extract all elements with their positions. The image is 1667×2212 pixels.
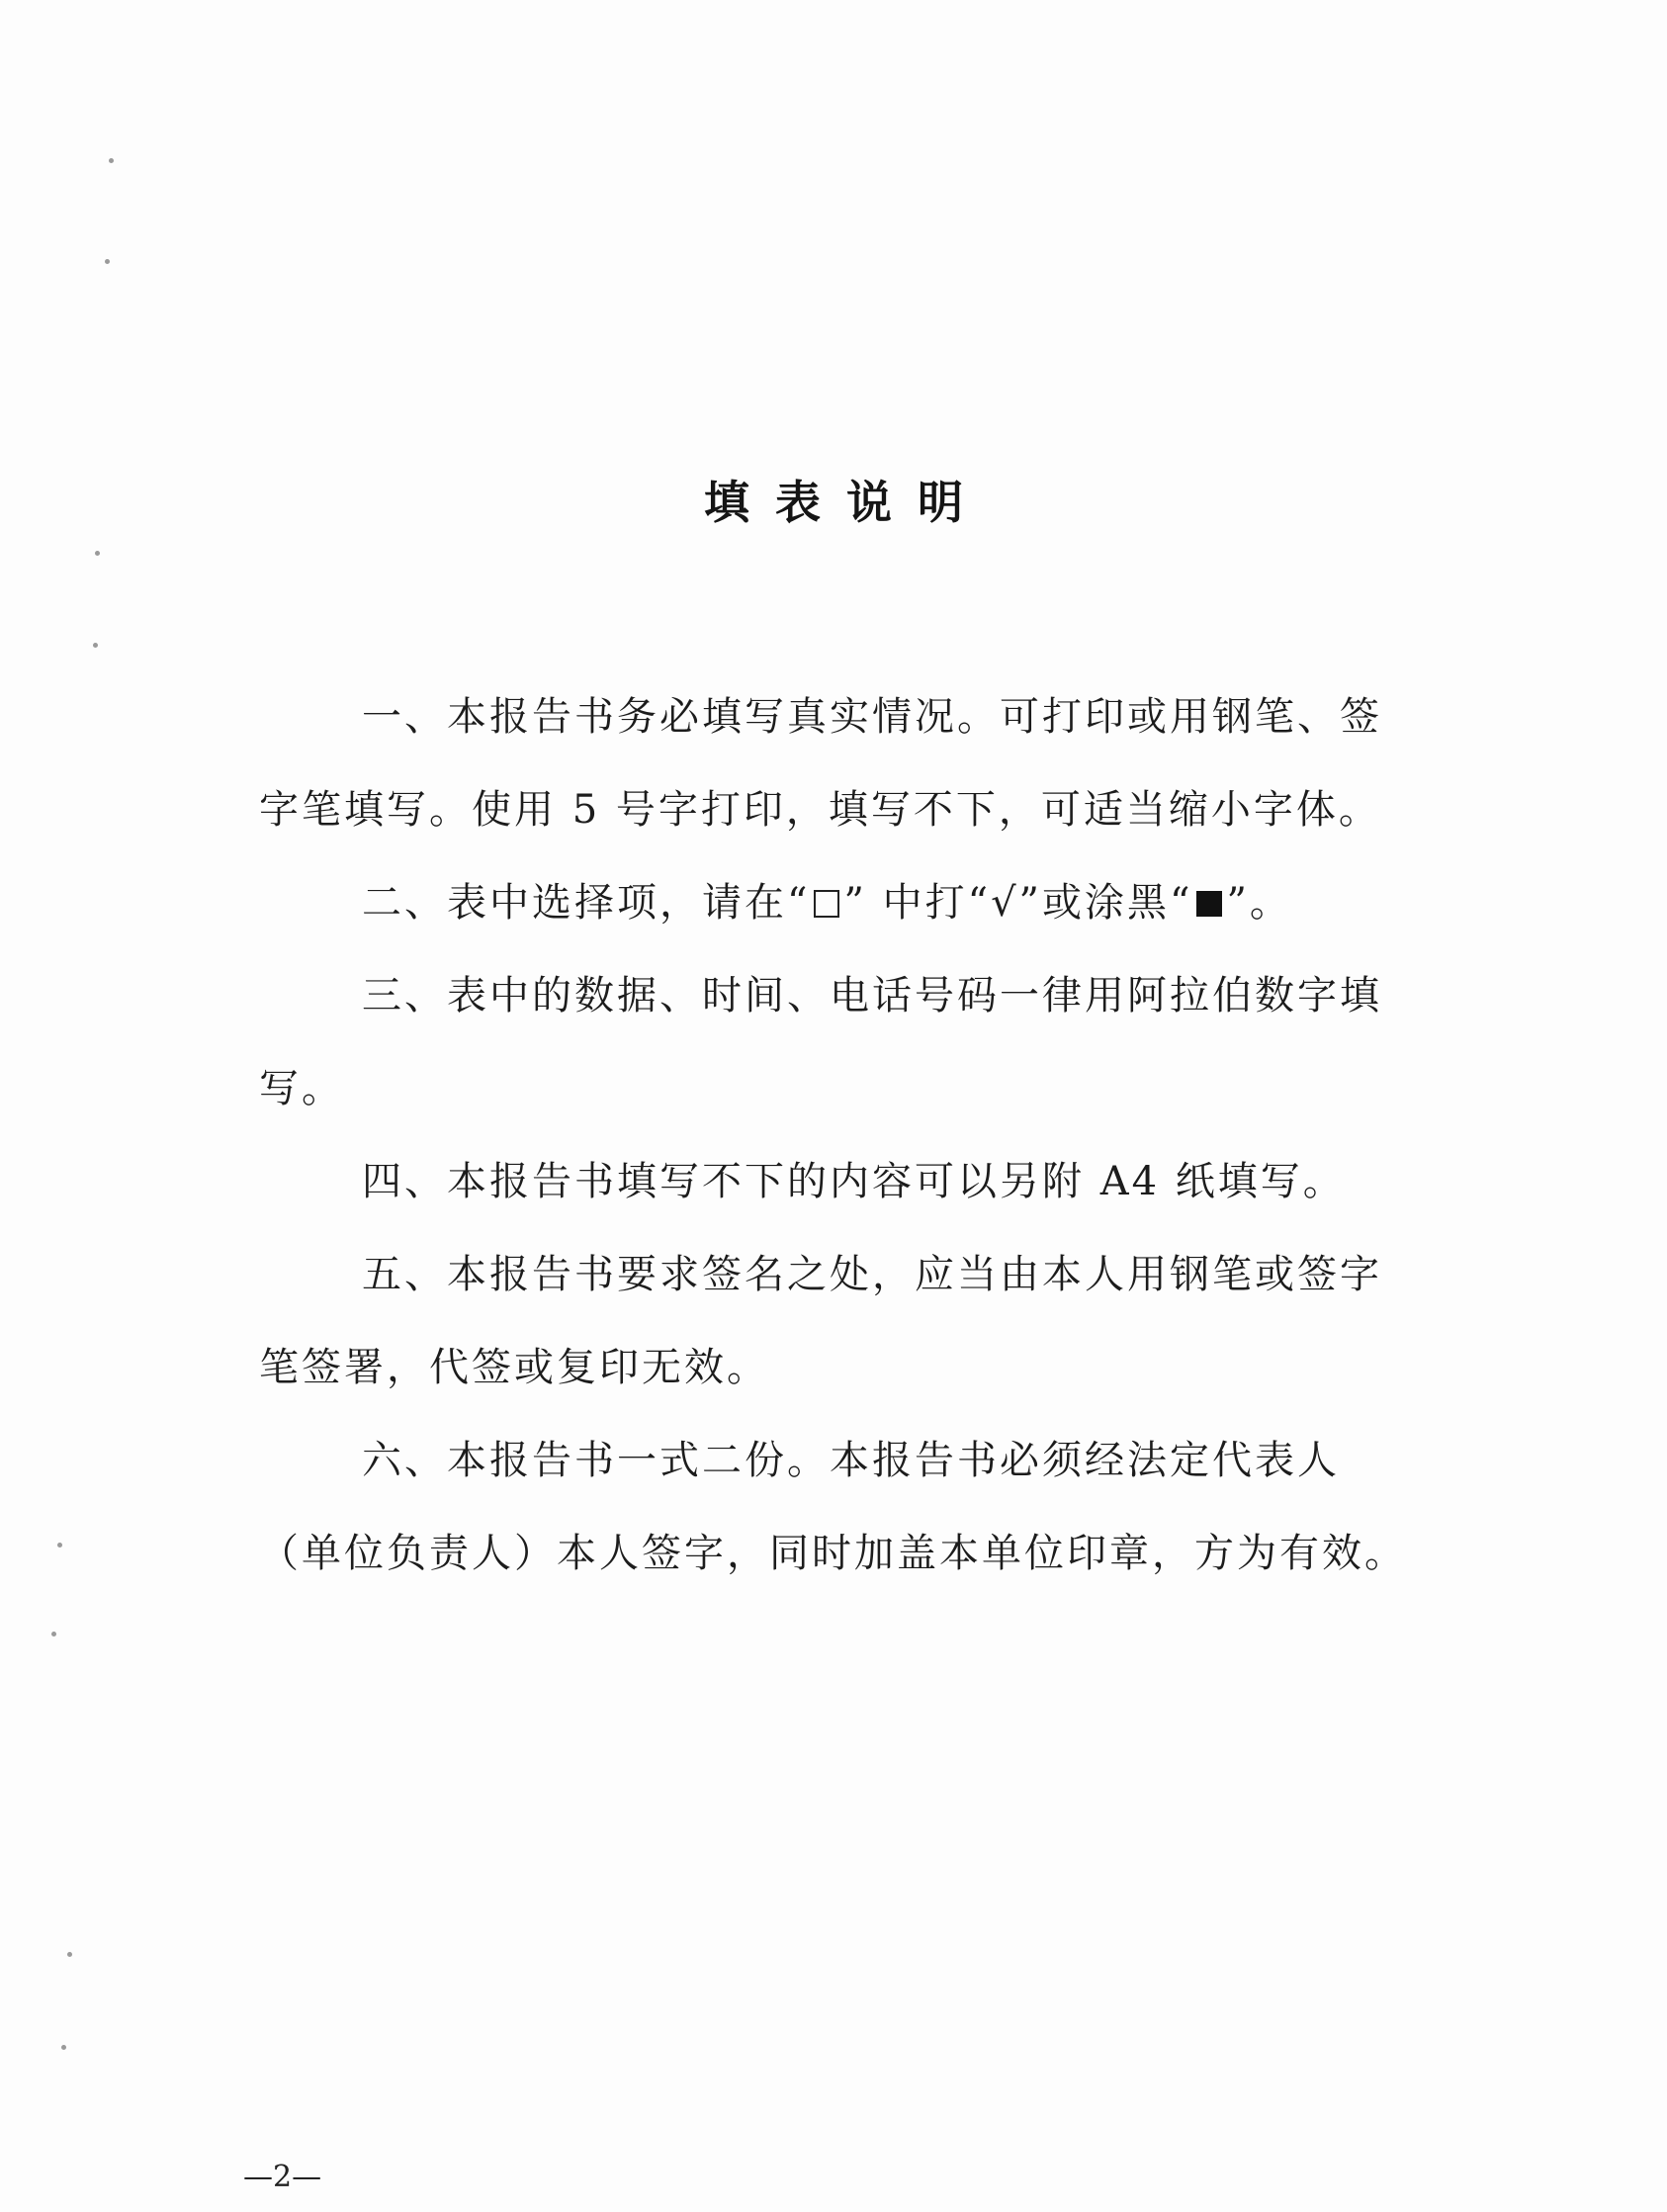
instruction-paragraph-6: 六、本报告书一式二份。本报告书必须经法定代表人（单位负责人）本人签字，同时加盖本单位印章，方为有效。 [259,1438,1407,1576]
page-title: 填表说明 [704,476,989,529]
scan-speck-6 [51,1632,56,1637]
scan-speck-2 [105,259,110,264]
scan-speck-3 [95,551,100,556]
scan-speck-1 [109,158,114,163]
instruction-paragraph-4: 四、本报告书填写不下的内容可以另附 A4 纸填写。 [362,1159,1346,1204]
instruction-paragraph-3: 三、表中的数据、时间、电话号码一律用阿拉伯数字填写。 [259,973,1382,1111]
scan-speck-7 [67,1952,72,1957]
instruction-paragraph-2 [259,856,1416,949]
scan-speck-5 [57,1543,62,1548]
instruction-paragraph-5: 五、本报告书要求签名之处，应当由本人用钢笔或签字笔签署，代签或复印无效。 [259,1252,1382,1390]
paragraph-2-text-middle: ” 中打“√”或涂黑“ [843,880,1193,926]
paragraph-2-text-end: ”。 [1226,880,1292,926]
instructions-body [259,670,1416,1600]
scan-speck-8 [61,2045,66,2050]
paragraph-2-text-start: 二、表中选择项，请在“ [362,880,811,926]
empty-checkbox-icon [814,890,839,918]
page-number: —2— [243,2160,322,2194]
instruction-paragraph-1: 一、本报告书务必填写真实情况。可打印或用钢笔、签字笔填写。使用 5 号字打印，填写不下，可适当缩小字体。 [259,694,1382,833]
filled-square-icon [1196,891,1222,917]
scan-speck-4 [93,643,98,648]
